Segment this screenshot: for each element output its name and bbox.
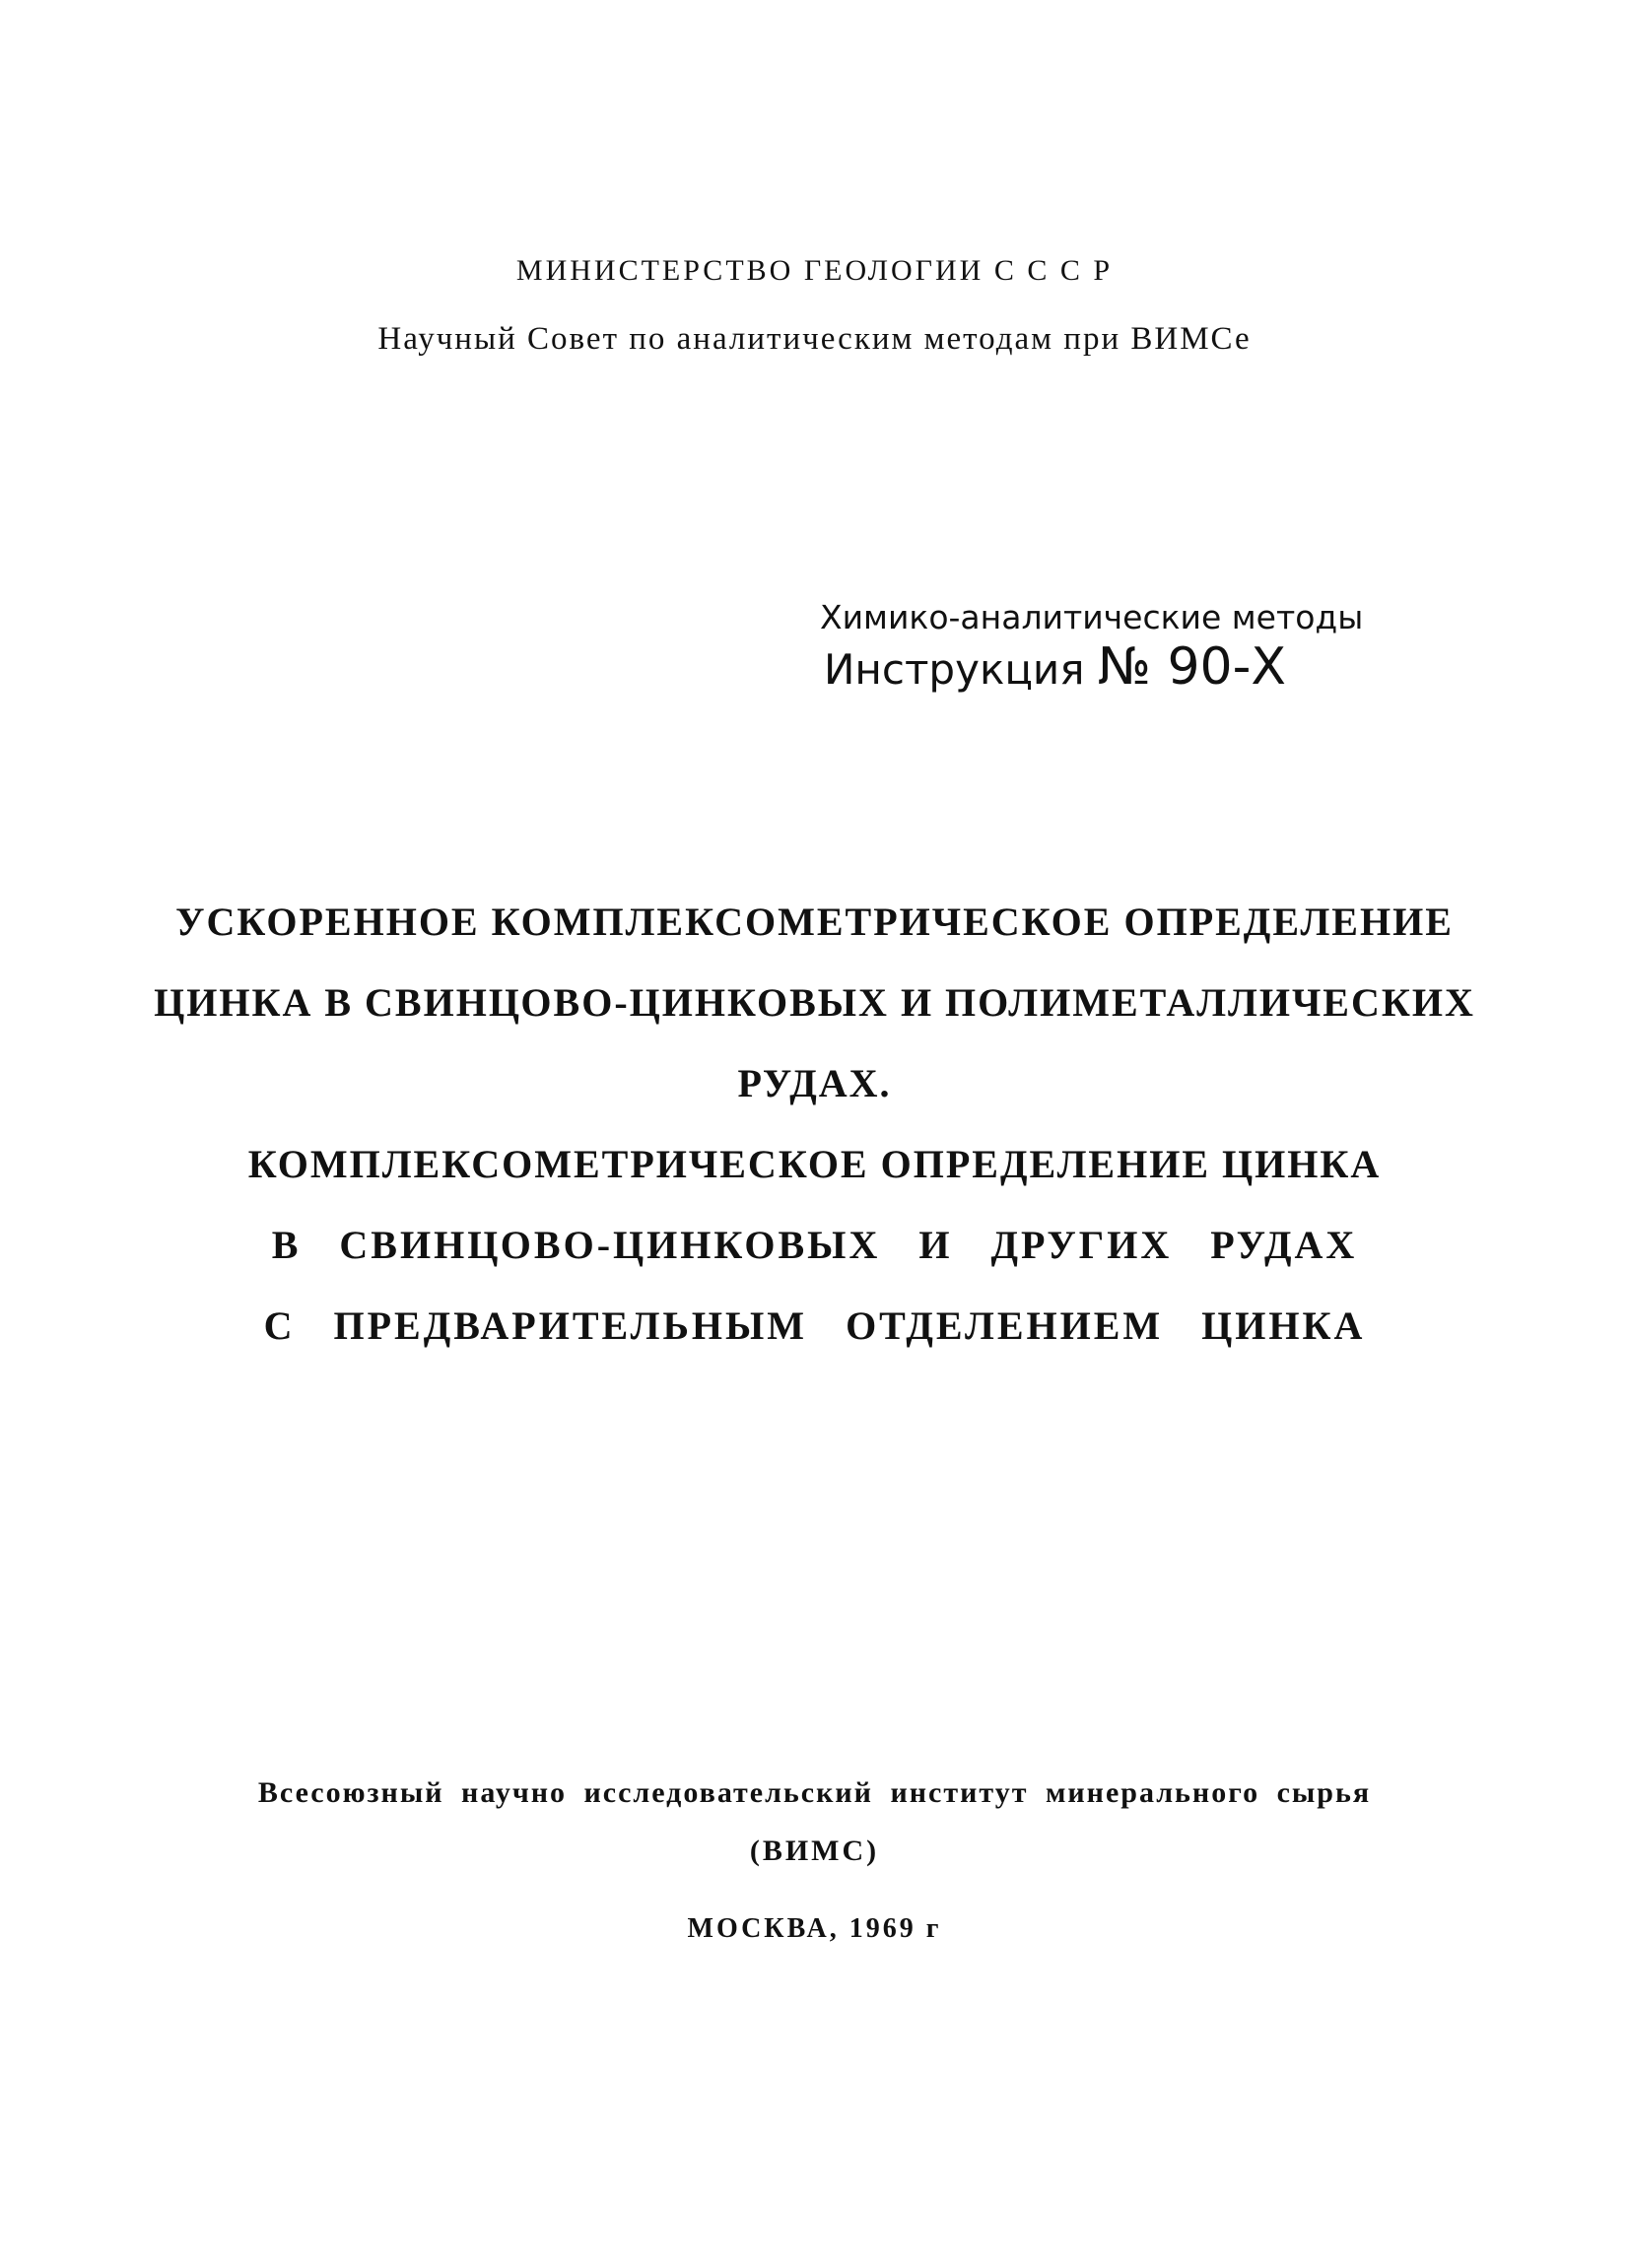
- institute-name: Всесоюзный научно исследовательский институт минерального сырья: [257, 1776, 1372, 1809]
- title-line: КОМПЛЕКСОМЕТРИЧЕСКОЕ ОПРЕДЕЛЕНИЕ ЦИНКА: [247, 1142, 1382, 1186]
- ministry-heading: МИНИСТЕРСТВО ГЕОЛОГИИ С С С Р: [515, 254, 1114, 287]
- title-line: С ПРЕДВАРИТЕЛЬНЫМ ОТДЕЛЕНИЕМ ЦИНКА: [263, 1303, 1366, 1348]
- title-line: УСКОРЕННОЕ КОМПЛЕКСОМЕТРИЧЕСКОЕ ОПРЕДЕЛЕНИЕ: [175, 900, 1454, 944]
- title-line: РУДАХ.: [737, 1061, 892, 1105]
- instruction-prefix: Инструкция: [824, 645, 1085, 694]
- title-line: В СВИНЦОВО-ЦИНКОВЫХ И ДРУГИХ РУДАХ: [271, 1223, 1358, 1267]
- institute-abbreviation: (ВИМС): [749, 1834, 880, 1867]
- series-label: Химико-аналитические методы: [820, 598, 1364, 636]
- publication-place-year: МОСКВА, 1969 г: [687, 1913, 942, 1944]
- document-title: [0, 882, 1629, 1367]
- instruction-number: [824, 639, 1409, 698]
- council-heading: Научный Совет по аналитическим методам при ВИМСе: [377, 321, 1252, 357]
- series-block: [818, 596, 1409, 698]
- title-line: ЦИНКА В СВИНЦОВО-ЦИНКОВЫХ И ПОЛИМЕТАЛЛИЧЕСКИХ: [154, 980, 1475, 1025]
- instruction-num: № 90-Х: [1097, 637, 1286, 697]
